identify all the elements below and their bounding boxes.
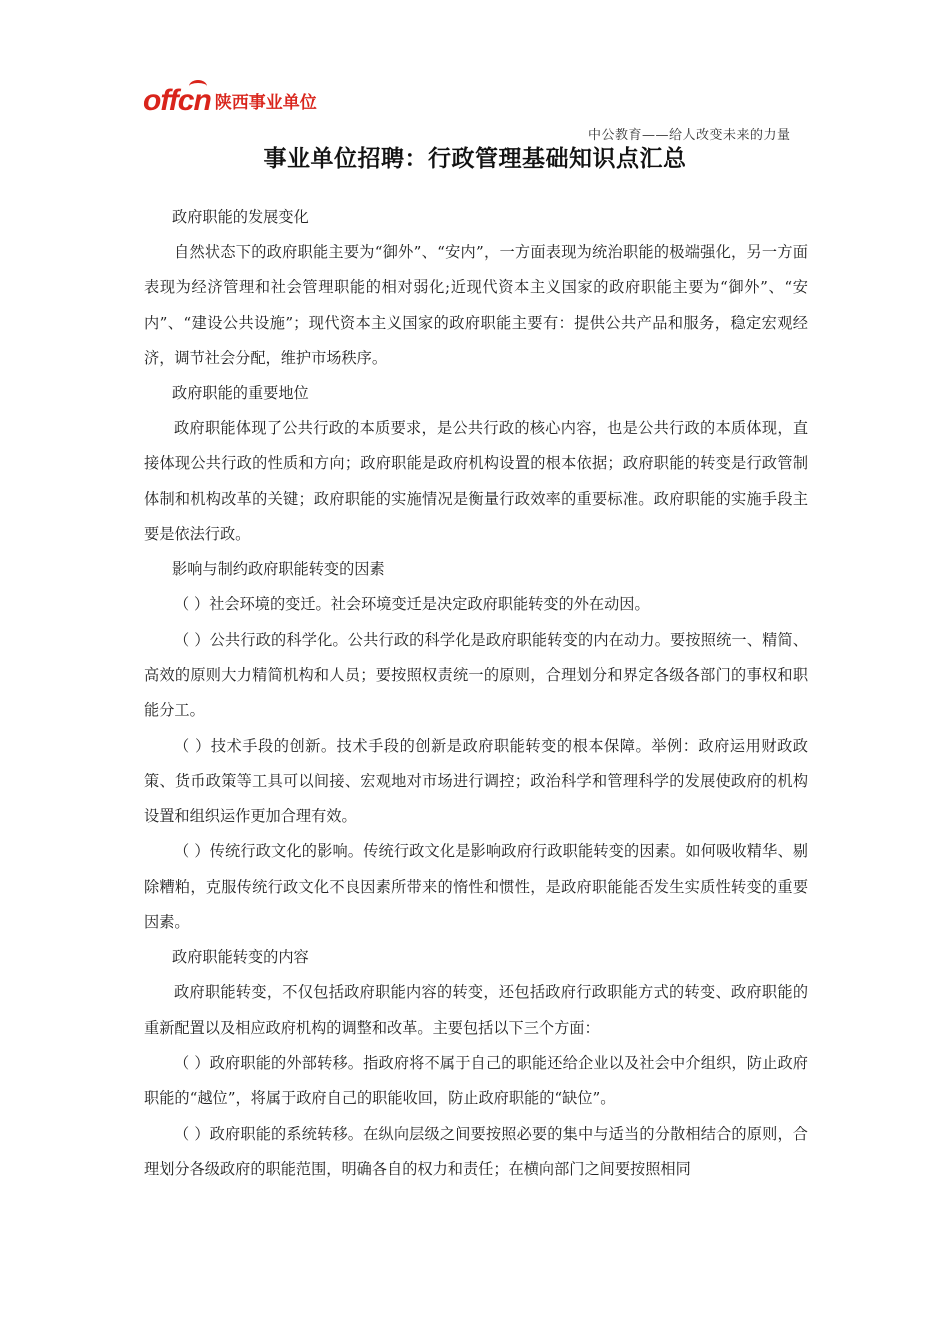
section-heading: 政府职能转变的内容 xyxy=(172,948,309,967)
paragraph: 自然状态下的政府职能主要为“御外”、“安内”，一方面表现为统治职能的极端强化，另一方面表现为经济管理和社会管理职能的相对弱化;近现代资本主义国家的政府职能主要为“御外”、“安内”、“建设公共设施”；现代资本主义国家的政府职能主要有：提供公共产品和服务，稳定宏观经济，调节社会分配，维护市场秩序。 xyxy=(144,243,808,367)
slogan: 中公教育——给人改变未来的力量 xyxy=(588,128,791,143)
paragraph: 政府职能转变，不仅包括政府职能内容的转变，还包括政府行政职能方式的转变、政府职能的重新配置以及相应政府机构的调整和改革。主要包括以下三个方面： xyxy=(144,983,808,1037)
section-heading: 影响与制约政府职能转变的因素 xyxy=(172,560,385,579)
offcn-logo xyxy=(143,80,317,116)
logo-arc-icon xyxy=(189,80,207,93)
logo-text: 陕西事业单位 xyxy=(214,93,317,113)
logo-mark: offcn xyxy=(143,86,211,116)
paragraph: （ ）社会环境的变迁。社会环境变迁是决定政府职能转变的外在动因。 xyxy=(174,595,650,614)
paragraph: 政府职能体现了公共行政的本质要求，是公共行政的核心内容，也是公共行政的本质体现，直接体现公共行政的性质和方向；政府职能是政府机构设置的根本依据；政府职能的转变是行政管制体制和机构改革的关键；政府职能的实施情况是衡量行政效率的重要标准。政府职能的实施手段主要是依法行政。 xyxy=(144,419,808,544)
paragraph: （ ）政府职能的外部转移。指政府将不属于自己的职能还给企业以及社会中介组织，防止政府职能的“越位”，将属于政府自己的职能收回，防止政府职能的“缺位”。 xyxy=(144,1053,808,1108)
document-body xyxy=(144,200,808,1187)
section-heading: 政府职能的发展变化 xyxy=(172,208,309,226)
page-title: 事业单位招聘：行政管理基础知识点汇总 xyxy=(263,146,687,172)
paragraph: （ ）传统行政文化的影响。传统行政文化是影响政府行政职能转变的因素。如何吸收精华、剔除糟粕，克服传统行政文化不良因素所带来的惰性和惯性，是政府职能能否发生实质性转变的重要因素。 xyxy=(144,842,808,932)
section-heading: 政府职能的重要地位 xyxy=(172,384,309,403)
paragraph: （ ）政府职能的系统转移。在纵向层级之间要按照必要的集中与适当的分散相结合的原则，合理划分各级政府的职能范围，明确各自的权力和责任；在横向部门之间要按照相同 xyxy=(144,1124,808,1178)
paragraph: （ ）技术手段的创新。技术手段的创新是政府职能转变的根本保障。举例：政府运用财政政策、货币政策等工具可以间接、宏观地对市场进行调控；政治科学和管理科学的发展使政府的机构设置和组织运作更加合理有效。 xyxy=(144,736,808,826)
paragraph: （ ）公共行政的科学化。公共行政的科学化是政府职能转变的内在动力。要按照统一、精简、高效的原则大力精简机构和人员；要按照权责统一的原则，合理划分和界定各级各部门的事权和职能分工。 xyxy=(144,630,808,720)
